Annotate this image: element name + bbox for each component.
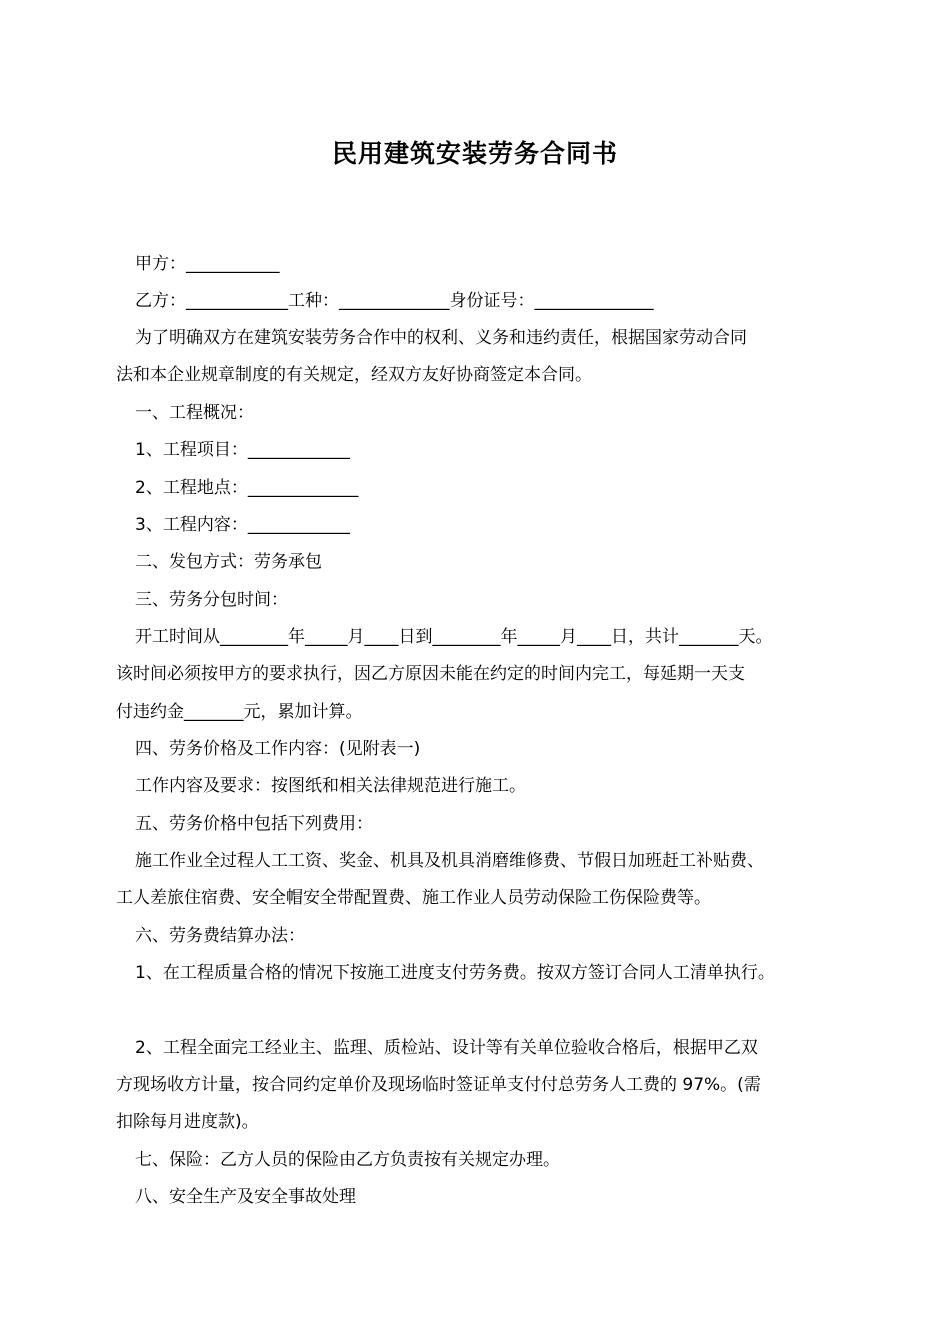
party-a-line: 甲方：___________: [135, 254, 280, 274]
project-item-line: 1、工程项目：____________: [135, 440, 350, 460]
section-7-line: 七、保险：乙方人员的保险由乙方负责按有关规定办理。: [135, 1150, 560, 1170]
schedule-line-3: 付违约金_______元，累加计算。: [116, 702, 363, 722]
schedule-line-1: 开工时间从________年_____月____日到________年_____月____日，共计_______天。: [135, 627, 773, 647]
settlement-item-2-line-2: 方现场收方计量，按合同约定单价及现场临时签证单支付付总劳务人工费的 97%。(需: [116, 1075, 761, 1095]
project-location-line: 2、工程地点：_____________: [135, 478, 359, 498]
section-6-heading: 六、劳务费结算办法：: [135, 926, 305, 946]
preamble-line-1: 为了明确双方在建筑安装劳务合作中的权利、义务和违约责任，根据国家劳动合同: [135, 328, 747, 348]
preamble-line-2: 法和本企业规章制度的有关规定，经双方友好协商签定本合同。: [116, 365, 592, 385]
section-8-heading: 八、安全生产及安全事故处理: [135, 1187, 356, 1207]
settlement-item-2-line-1: 2、工程全面完工经业主、监理、质检站、设计等有关单位验收合格后，根据甲乙双: [135, 1038, 758, 1058]
work-requirements-line: 工作内容及要求：按图纸和相关法律规范进行施工。: [135, 776, 526, 796]
section-4-heading: 四、劳务价格及工作内容：(见附表一): [135, 739, 421, 759]
section-5-heading: 五、劳务价格中包括下列费用：: [135, 814, 373, 834]
costs-line-1: 施工作业全过程人工工资、奖金、机具及机具消磨维修费、节假日加班赶工补贴费、: [135, 851, 764, 871]
document-title: 民用建筑安装劳务合同书: [331, 139, 618, 168]
section-1-heading: 一、工程概况：: [135, 403, 254, 423]
costs-line-2: 工人差旅住宿费、安全帽安全带配置费、施工作业人员劳动保险工伤保险费等。: [116, 888, 711, 908]
schedule-line-2: 该时间必须按甲方的要求执行，因乙方原因未能在约定的时间内完工，每延期一天支: [116, 664, 745, 684]
project-content-line: 3、工程内容：____________: [135, 515, 350, 535]
settlement-item-2-line-3: 扣除每月进度款)。: [116, 1112, 259, 1132]
section-3-heading: 三、劳务分包时间：: [135, 590, 288, 610]
party-b-line: 乙方：____________工种：_____________身份证号：______________: [135, 291, 654, 311]
section-2-line: 二、发包方式：劳务承包: [135, 552, 322, 572]
settlement-item-1: 1、在工程质量合格的情况下按施工进度支付劳务费。按双方签订合同人工清单执行。: [135, 963, 775, 983]
